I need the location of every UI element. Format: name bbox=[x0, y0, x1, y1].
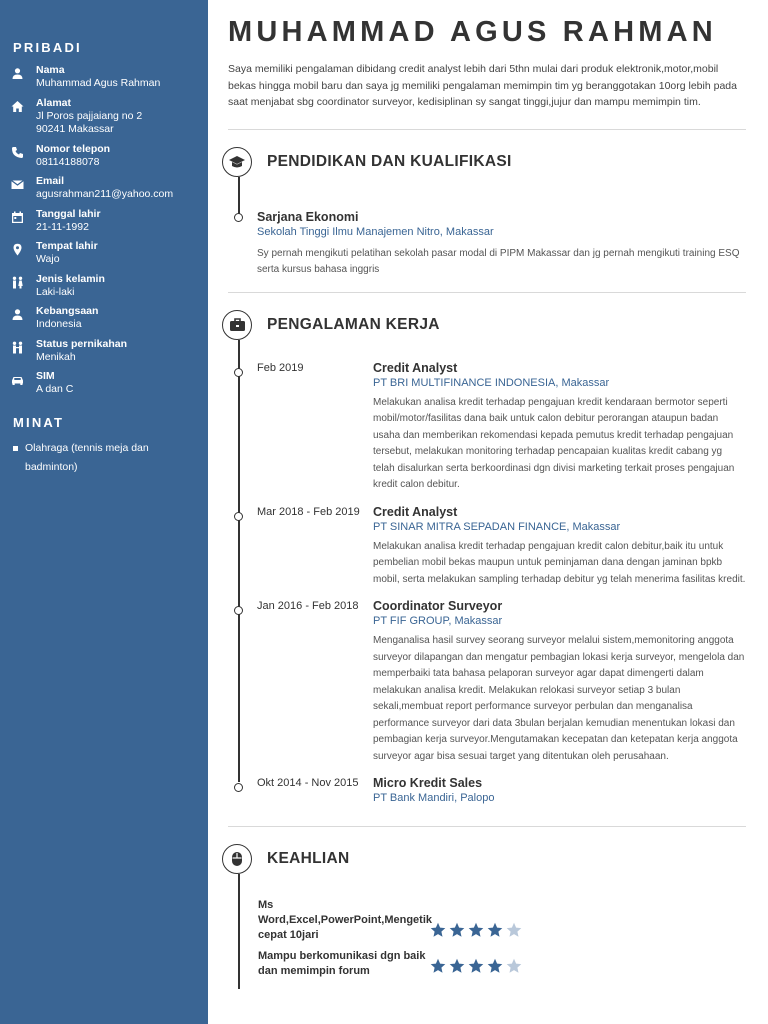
personal-info-alamat bbox=[0, 97, 208, 137]
person-icon bbox=[11, 308, 24, 321]
info-value: Indonesia bbox=[36, 318, 82, 330]
info-value: Wajo bbox=[36, 253, 60, 265]
info-label: Email bbox=[36, 175, 65, 187]
main-content bbox=[228, 0, 746, 979]
skill-rating bbox=[430, 958, 522, 979]
job-body bbox=[373, 598, 746, 765]
job-company: PT FIF GROUP, Makassar bbox=[373, 615, 503, 627]
info-label: Nama bbox=[36, 64, 65, 76]
skill-name: Ms Word,Excel,PowerPoint,Mengetik cepat 10jari bbox=[258, 899, 432, 941]
star-icon bbox=[487, 922, 503, 943]
degree-title: Sarjana Ekonomi bbox=[257, 209, 359, 224]
job-company: PT SINAR MITRA SEPADAN FINANCE, Makassar bbox=[373, 520, 621, 533]
info-label: Alamat bbox=[36, 96, 72, 109]
job-company: PT Bank Mandiri, Palopo bbox=[373, 792, 495, 804]
education-section-header bbox=[222, 147, 746, 177]
personal-info-sim bbox=[0, 370, 208, 397]
graduation-cap-icon bbox=[222, 147, 252, 177]
job-entry bbox=[228, 765, 746, 806]
star-icon bbox=[506, 958, 522, 979]
job-date: Mar 2018 - Feb 2019 bbox=[257, 505, 360, 518]
personal-info-nomor-telepon bbox=[0, 143, 208, 170]
star-icon bbox=[468, 958, 484, 979]
info-label: Jenis kelamin bbox=[36, 272, 105, 285]
job-body bbox=[373, 775, 746, 806]
divider bbox=[228, 826, 746, 827]
info-label: Status pernikahan bbox=[36, 337, 128, 350]
job-title: Credit Analyst bbox=[373, 360, 458, 375]
job-title: Micro Kredit Sales bbox=[373, 776, 483, 790]
star-icon bbox=[468, 922, 484, 943]
education-heading: PENDIDIKAN DAN KUALIFIKASI bbox=[267, 152, 512, 170]
minat-heading: MINAT bbox=[13, 414, 65, 430]
personal-info-nama bbox=[0, 64, 208, 91]
education-timeline bbox=[228, 177, 746, 279]
job-entry bbox=[228, 588, 746, 765]
personal-info-jenis-kelamin bbox=[0, 273, 208, 300]
info-label: SIM bbox=[36, 370, 55, 382]
job-description: Menganalisa hasil survey seorang surveyor melalui sistem,memonitoring anggota surveyor dilapangan dan mengatur pembagian lokasi kerja surveyor, mengelola dan memperbaiki tata bahasa pelaporan surveyor agar dapat dimengerti dalam melakukan analisa kredit. Melakukan relokasi surveyor setiap 3 bulan sekali,membuat report performance surveyor perbulan dan menganalisa performance surveyor dari data 3bulan berjalan kemudian menentukan lokasi dan pembagian kerja surveyor.Mengutamakan kecepatan dan ketepatan kerja anggota surveyor agar bisa sesuai target yang ditentukan oleh perusahaan. bbox=[373, 635, 745, 762]
info-label: Kebangsaan bbox=[36, 305, 99, 317]
star-icon bbox=[487, 958, 503, 979]
job-company: PT BRI MULTIFINANCE INDONESIA, Makassar bbox=[373, 376, 610, 389]
info-value: Jl Poros pajjaiang no 2 90241 Makassar bbox=[36, 109, 143, 135]
sidebar bbox=[0, 0, 208, 1024]
experience-section-header bbox=[222, 310, 746, 340]
skills-heading: KEAHLIAN bbox=[267, 850, 350, 867]
skill-name: Mampu berkomunikasi dgn baik dan memimpin forum bbox=[258, 950, 426, 977]
divider bbox=[228, 292, 746, 293]
job-date: Jan 2016 - Feb 2018 bbox=[257, 600, 359, 612]
job-description: Melakukan analisa kredit terhadap pengajuan kredit calon debitur,baik itu untuk pembelian mobil bekas maupun untuk peminjaman dana dengan jaminan bpkb mobil, serta melakukan sampling terhadap debitur yg telah menerima fasilitas kredit. bbox=[373, 540, 746, 585]
skills-timeline bbox=[228, 874, 746, 979]
interest-text: Olahraga (tennis meja dan badminton) bbox=[25, 441, 149, 473]
timeline-dot bbox=[234, 512, 243, 521]
info-value: Muhammad Agus Rahman bbox=[36, 77, 161, 89]
info-label: Nomor telepon bbox=[36, 142, 111, 155]
experience-heading: PENGALAMAN KERJA bbox=[267, 315, 440, 333]
timeline-dot bbox=[234, 606, 243, 615]
job-description: Melakukan analisa kredit terhadap pengajuan kredit kendaraan bermotor seperti mobil/motor/fasilitas dana baik untuk calon debitur perorangan ataupun badan usaha dan memberikan rekomendasi kepada pemutus kredit terhadap pengajuan tersebut, melakukan monitoring terhadap pencapaian kualitas kredit cabang yg telah disalurkan serta berkoordinasi dgn divisi marketing terkait proses pengajuan kredit calon debitur. bbox=[373, 396, 735, 490]
interest-item bbox=[0, 439, 208, 477]
car-icon bbox=[11, 373, 24, 386]
job-date: Okt 2014 - Nov 2015 bbox=[257, 777, 359, 789]
info-value[interactable]: 08114188078 bbox=[36, 155, 100, 168]
skill-rating bbox=[430, 922, 522, 943]
email-icon bbox=[11, 178, 24, 191]
info-value: A dan C bbox=[36, 383, 74, 395]
star-icon bbox=[430, 958, 446, 979]
skill-row bbox=[228, 874, 746, 943]
candidate-name: MUHAMMAD AGUS RAHMAN bbox=[228, 16, 717, 48]
experience-timeline bbox=[228, 340, 746, 807]
info-value[interactable]: agusrahman211@yahoo.com bbox=[36, 188, 174, 200]
skill-row bbox=[228, 943, 746, 979]
job-entry bbox=[228, 340, 746, 494]
info-value: Laki-laki bbox=[36, 285, 75, 298]
skills-section-header bbox=[222, 844, 746, 874]
info-label: Tanggal lahir bbox=[36, 207, 101, 220]
info-value: Menikah bbox=[36, 350, 76, 363]
star-icon bbox=[449, 958, 465, 979]
job-title: Coordinator Surveyor bbox=[373, 599, 503, 613]
personal-info-tanggal-lahir bbox=[0, 208, 208, 235]
star-icon bbox=[506, 922, 522, 943]
education-description: Sy pernah mengikuti pelatihan sekolah pasar modal di PIPM Makassar dan jg pernah mengikuti training ESQ serta kursus bahasa inggris bbox=[257, 247, 740, 275]
star-icon bbox=[430, 922, 446, 943]
pribadi-heading: PRIBADI bbox=[13, 40, 82, 55]
job-entry bbox=[228, 494, 746, 589]
divider bbox=[228, 129, 746, 130]
personal-info-kebangsaan bbox=[0, 305, 208, 332]
calendar-icon bbox=[11, 211, 24, 224]
phone-icon bbox=[11, 146, 24, 159]
person-icon bbox=[11, 67, 24, 80]
timeline-dot bbox=[234, 783, 243, 792]
personal-info-status-pernikahan bbox=[0, 338, 208, 365]
job-title: Credit Analyst bbox=[373, 504, 458, 519]
personal-info-email bbox=[0, 175, 208, 202]
mouse-icon bbox=[222, 844, 252, 874]
job-body bbox=[373, 360, 746, 494]
institution: Sekolah Tinggi Ilmu Manajemen Nitro, Makassar bbox=[257, 225, 494, 238]
star-icon bbox=[449, 922, 465, 943]
bullet-icon bbox=[13, 446, 18, 451]
home-icon bbox=[11, 100, 24, 113]
location-pin-icon bbox=[11, 243, 24, 256]
gender-icon bbox=[11, 276, 24, 289]
info-label: Tempat lahir bbox=[36, 240, 98, 252]
couple-icon bbox=[11, 341, 24, 354]
job-body bbox=[373, 504, 746, 589]
job-date: Feb 2019 bbox=[257, 361, 304, 374]
education-entry bbox=[228, 177, 746, 279]
timeline-dot bbox=[234, 368, 243, 377]
personal-info-tempat-lahir bbox=[0, 240, 208, 267]
info-value: 21-11-1992 bbox=[36, 220, 89, 233]
briefcase-icon bbox=[222, 310, 252, 340]
summary: Saya memiliki pengalaman dibidang credit analyst lebih dari 5thn mulai dari produk elektronik,motor,mobil bekas hingga mobil baru dan saya jg memiliki pengalaman memimpin tim yg beranggotakan 10org lebih pada saat menjabat sbg coordinator surveyor, kedisiplinan sy sangat tinggi,jujur dan mampu memimpin tim. bbox=[228, 63, 737, 108]
